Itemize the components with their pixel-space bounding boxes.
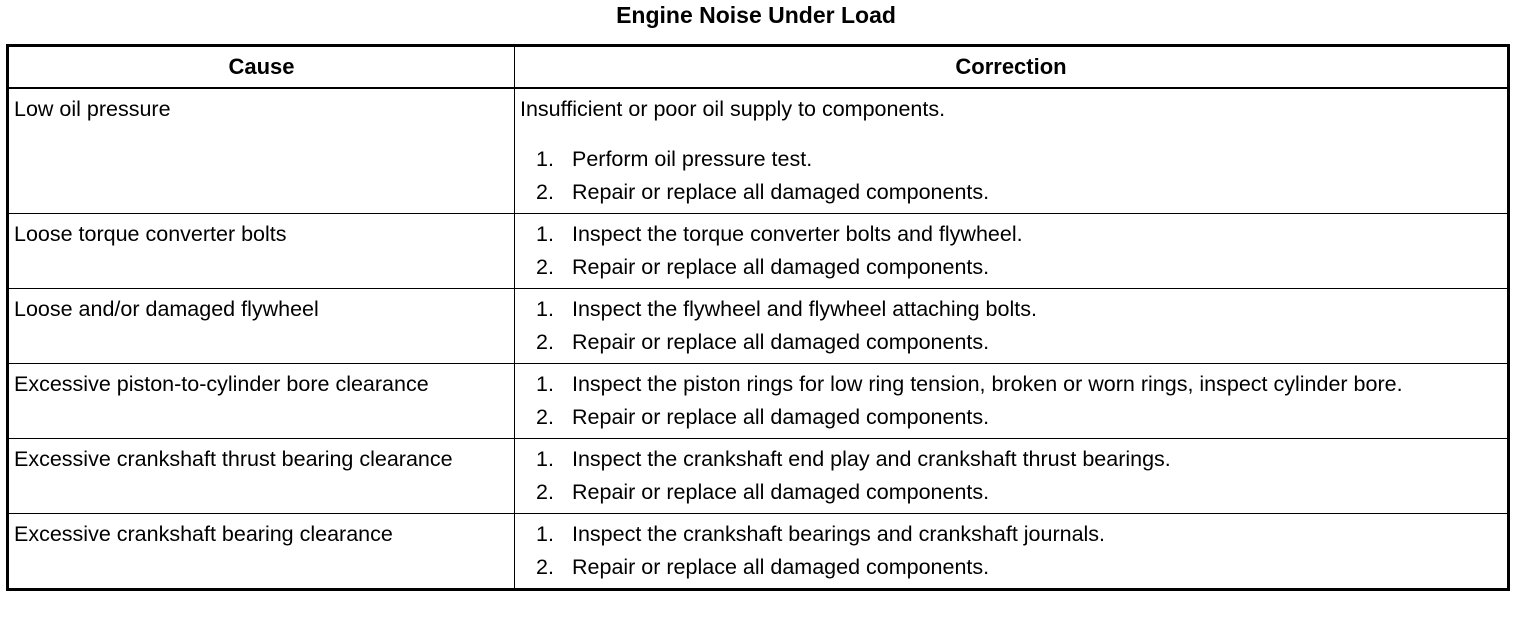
step-item: 1. Inspect the flywheel and flywheel attaching bolts. <box>536 297 1037 321</box>
step-text: Repair or replace all damaged components. <box>572 180 990 204</box>
steps-list <box>520 369 1501 432</box>
correction-cell <box>515 514 1509 590</box>
step-text: Perform oil pressure test. <box>572 147 813 171</box>
step-text: Inspect the crankshaft bearings and crankshaft journals. <box>572 522 1106 546</box>
step-item: 2. Repair or replace all damaged components. <box>536 180 990 204</box>
step-text: Repair or replace all damaged components. <box>572 255 990 279</box>
step-text: Inspect the piston rings for low ring tension, broken or worn rings, inspect cylinder bore. <box>572 372 1403 396</box>
table-row <box>8 439 1509 514</box>
step-text: Inspect the crankshaft end play and crankshaft thrust bearings. <box>572 447 1171 471</box>
correction-cell <box>515 88 1509 214</box>
steps-list <box>520 444 1501 507</box>
step-text: Repair or replace all damaged components. <box>572 330 990 354</box>
cause-cell: Loose and/or damaged flywheel <box>8 289 515 364</box>
diagnostic-table <box>6 44 1510 591</box>
cause-cell: Loose torque converter bolts <box>8 214 515 289</box>
table-row <box>8 289 1509 364</box>
cause-cell: Excessive piston-to-cylinder bore clearance <box>8 364 515 439</box>
step-item: 1. Inspect the crankshaft end play and crankshaft thrust bearings. <box>536 447 1171 471</box>
steps-list <box>520 294 1501 357</box>
correction-cell <box>515 214 1509 289</box>
correction-cell <box>515 364 1509 439</box>
cause-cell: Excessive crankshaft bearing clearance <box>8 514 515 590</box>
steps-list <box>520 219 1501 282</box>
step-item: 1. Inspect the torque converter bolts and flywheel. <box>536 222 1023 246</box>
table-row <box>8 88 1509 214</box>
table-row <box>8 364 1509 439</box>
step-item: 2. Repair or replace all damaged components. <box>536 405 990 429</box>
correction-cell <box>515 289 1509 364</box>
step-item: 2. Repair or replace all damaged components. <box>536 480 990 504</box>
table-header-row <box>8 46 1509 89</box>
step-text: Inspect the flywheel and flywheel attaching bolts. <box>572 297 1037 321</box>
step-text: Repair or replace all damaged components. <box>572 405 990 429</box>
steps-list <box>520 144 1501 207</box>
page-title: Engine Noise Under Load <box>616 2 896 28</box>
correction-intro: Insufficient or poor oil supply to components. <box>520 97 946 121</box>
step-item: 2. Repair or replace all damaged components. <box>536 255 990 279</box>
step-text: Repair or replace all damaged components. <box>572 480 990 504</box>
step-item: 2. Repair or replace all damaged components. <box>536 330 990 354</box>
cause-cell: Low oil pressure <box>8 88 515 214</box>
step-text: Inspect the torque converter bolts and flywheel. <box>572 222 1023 246</box>
step-item: 1. Perform oil pressure test. <box>536 147 813 171</box>
steps-list <box>520 519 1501 582</box>
step-item: 1. Inspect the crankshaft bearings and crankshaft journals. <box>536 522 1106 546</box>
cause-cell: Excessive crankshaft thrust bearing clearance <box>8 439 515 514</box>
table-row <box>8 214 1509 289</box>
column-header-cause: Cause <box>8 46 515 89</box>
table-row <box>8 514 1509 590</box>
step-item: 2. Repair or replace all damaged components. <box>536 555 990 579</box>
step-text: Repair or replace all damaged components. <box>572 555 990 579</box>
correction-cell <box>515 439 1509 514</box>
step-item: 1. Inspect the piston rings for low ring tension, broken or worn rings, inspect cylinder bore. <box>536 372 1403 396</box>
column-header-correction: Correction <box>515 46 1509 89</box>
